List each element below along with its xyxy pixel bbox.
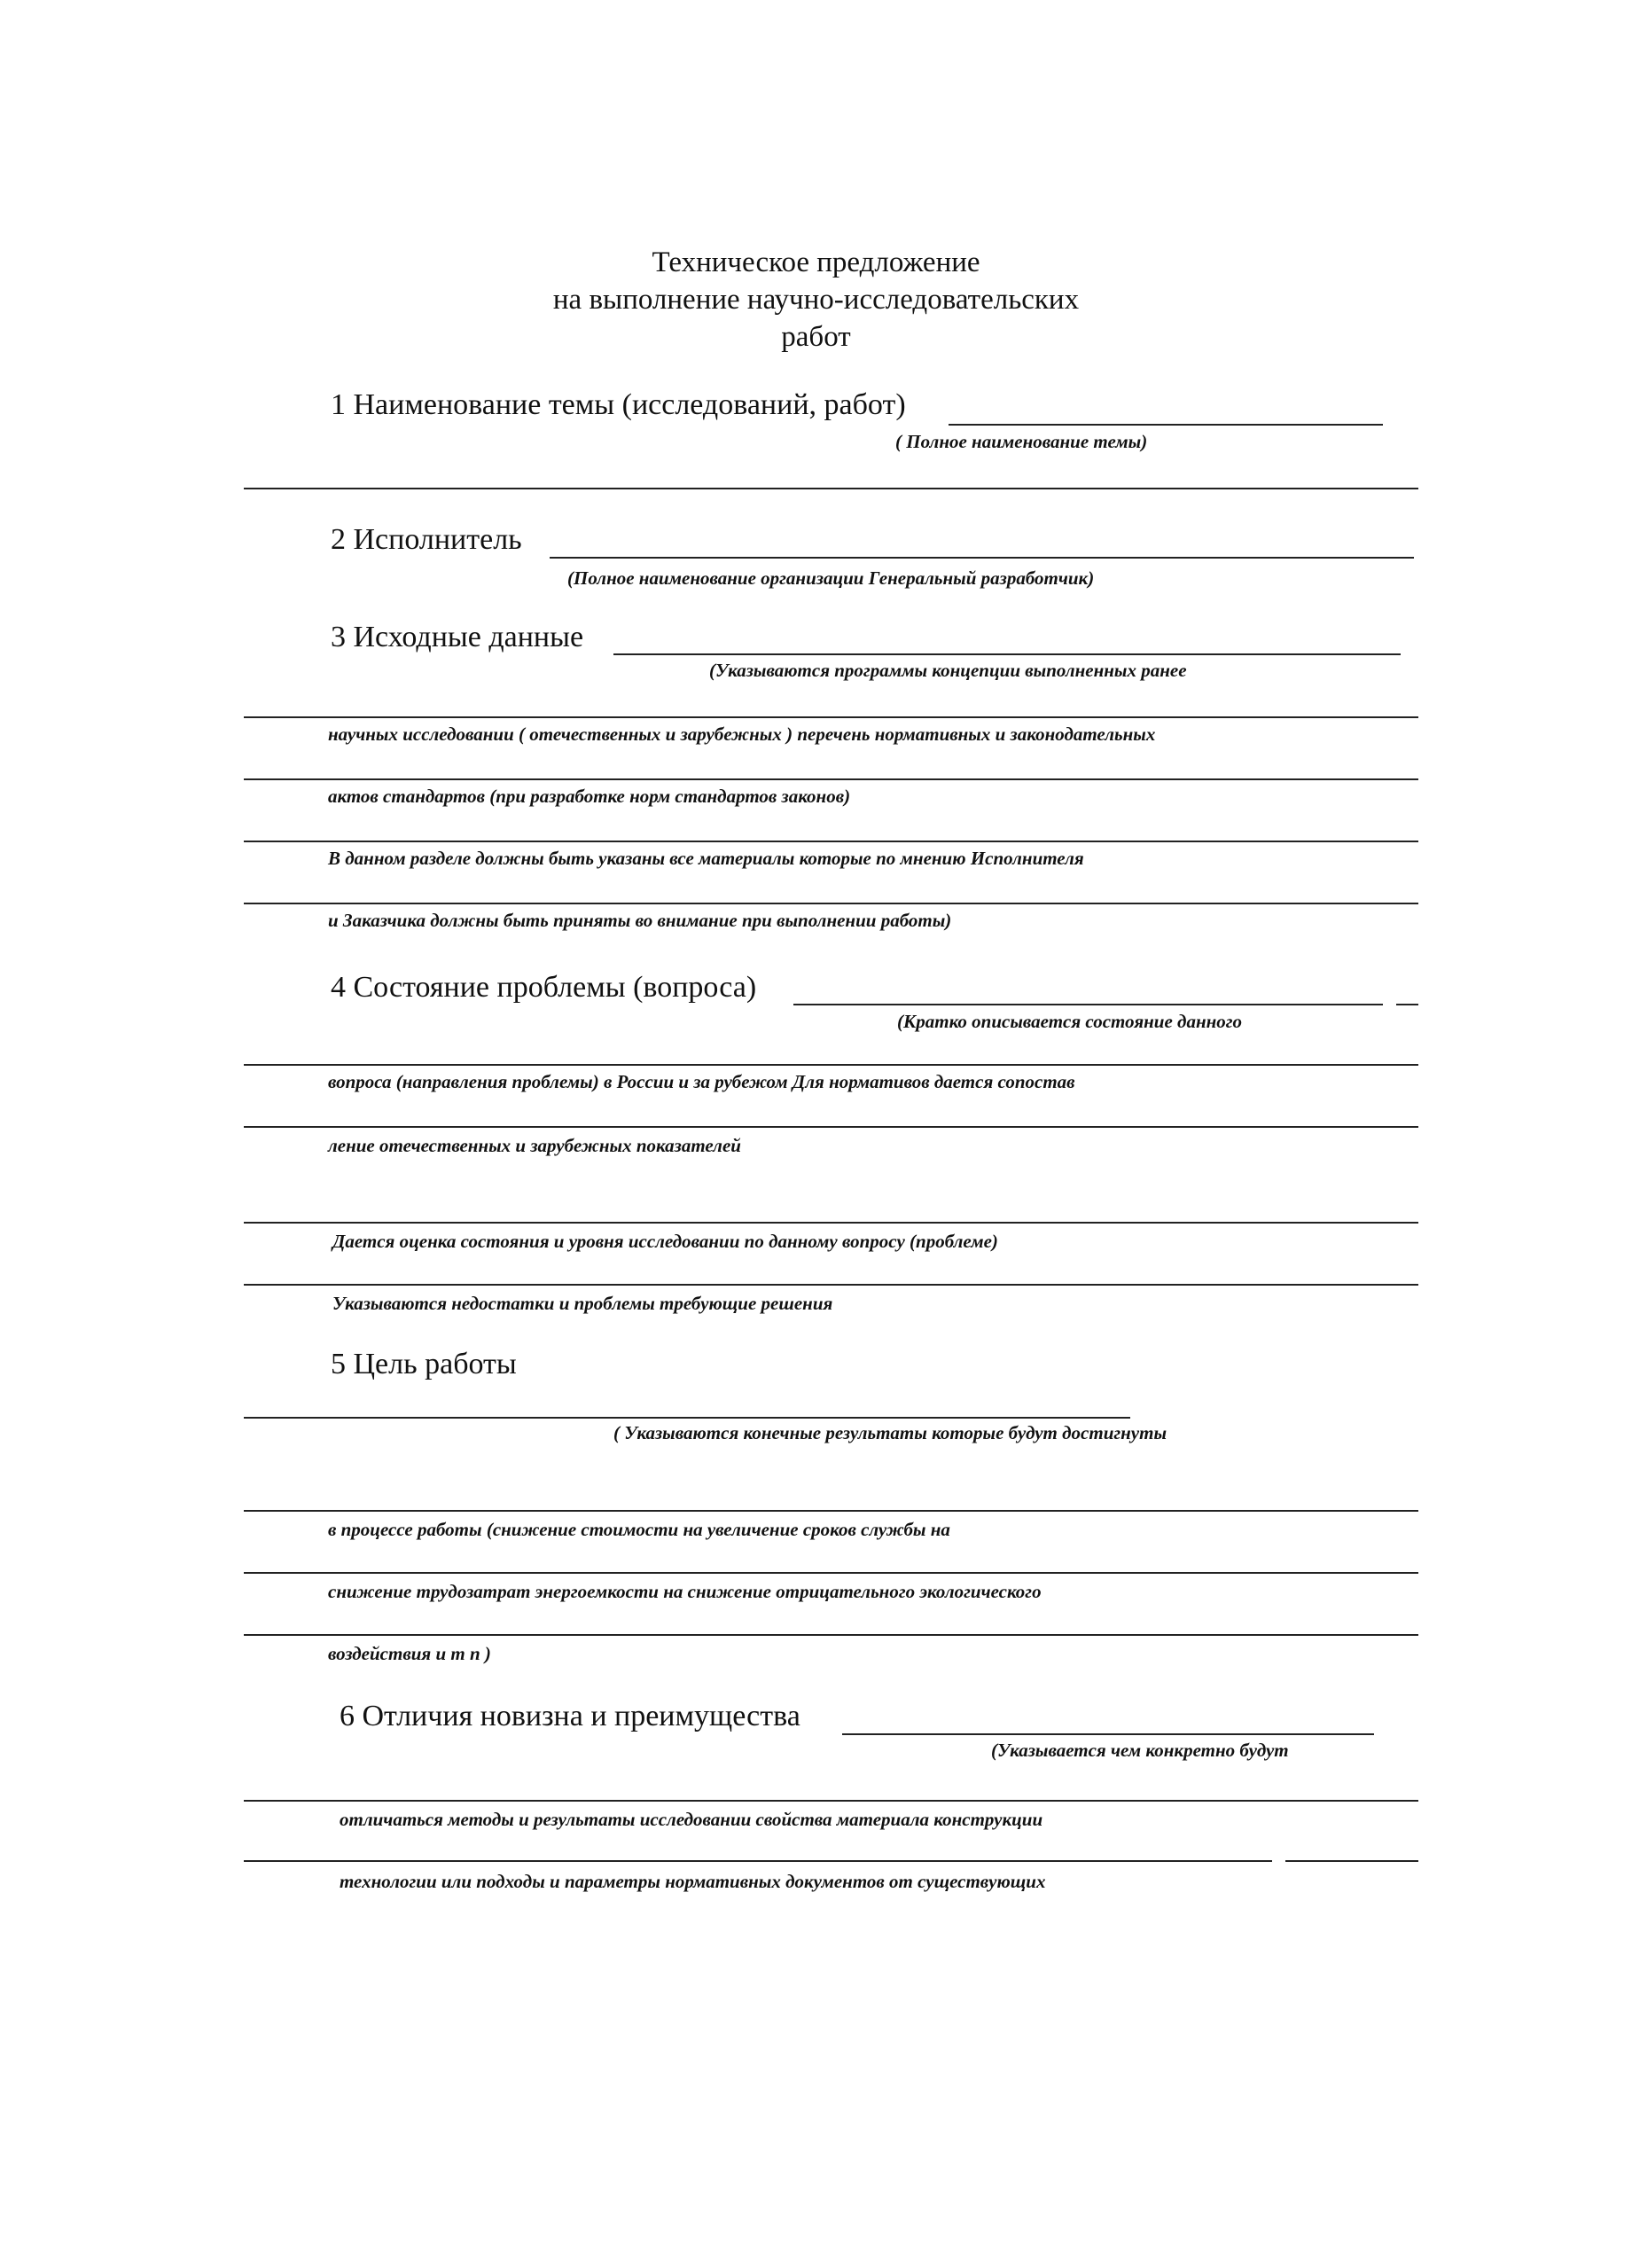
section-5-hint-2: в процессе работы (снижение стоимости на увеличение сроков службы на (328, 1519, 950, 1540)
section-5-line-4[interactable] (244, 1634, 1418, 1636)
section-6-heading: 6 Отличия новизна и преимущества (340, 1700, 800, 1732)
section-5-heading: 5 Цель работы (331, 1348, 517, 1380)
section-4-heading: 4 Состояние проблемы (вопроса) (331, 971, 757, 1004)
section-4-input-line[interactable] (793, 1004, 1383, 1005)
section-3-input-line[interactable] (613, 653, 1401, 655)
section-3-hint-4: В данном разделе должны быть указаны все материалы которые по мнению Исполнителя (328, 848, 1084, 869)
section-4-line-5[interactable] (244, 1284, 1418, 1286)
section-2-hint: (Полное наименование организации Генеральный разработчик) (567, 567, 1095, 589)
section-3-heading: 3 Исходные данные (331, 621, 584, 653)
document-title-line-2: на выполнение научно-исследовательских (552, 284, 1080, 316)
section-3-line-5[interactable] (244, 903, 1418, 904)
section-6-line-2[interactable] (244, 1800, 1418, 1802)
section-6-line-3-tail (1285, 1860, 1418, 1862)
section-3-hint-1: (Указываются программы концепции выполненных ранее (709, 660, 1187, 681)
section-1-input-line[interactable] (949, 424, 1383, 426)
section-5-input-line[interactable] (244, 1417, 1130, 1419)
section-3-hint-3: актов стандартов (при разработке норм стандартов законов) (328, 786, 851, 807)
section-5-hint-3: снижение трудозатрат энергоемкости на снижение отрицательного экологического (328, 1581, 1042, 1602)
section-3-hint-5: и Заказчика должны быть приняты во внимание при выполнении работы) (328, 910, 952, 931)
section-5-line-3[interactable] (244, 1572, 1418, 1574)
section-5-hint-1: ( Указываются конечные результаты которые будут достигнуты (613, 1422, 1167, 1443)
section-4-hint-3: ление отечественных и зарубежных показателей (328, 1135, 741, 1156)
section-2-input-line[interactable] (550, 557, 1414, 559)
section-6-hint-3: технологии или подходы и параметры нормативных документов от существующих (340, 1871, 1046, 1892)
section-4-hint-5: Указываются недостатки и проблемы требующие решения (332, 1293, 833, 1314)
section-5-line-2[interactable] (244, 1510, 1418, 1512)
document-title-line-1: Техническое предложение (652, 246, 980, 278)
section-4-hint-1: (Кратко описывается состояние данного (897, 1011, 1243, 1032)
section-4-hint-2: вопроса (направления проблемы) в России и за рубежом Для нормативов дается сопостав (328, 1071, 1075, 1092)
section-4-line-3[interactable] (244, 1126, 1418, 1128)
section-6-line-3[interactable] (244, 1860, 1272, 1862)
section-1-heading: 1 Наименование темы (исследований, работ) (331, 388, 906, 421)
section-6-input-line[interactable] (842, 1733, 1374, 1735)
section-4-line-2[interactable] (244, 1064, 1418, 1066)
document-title-line-3: работ (781, 321, 851, 353)
section-3-line-2[interactable] (244, 716, 1418, 718)
section-1-input-line-2[interactable] (244, 488, 1418, 489)
section-3-hint-2: научных исследовании ( отечественных и зарубежных ) перечень нормативных и законодательных (328, 723, 1156, 745)
section-4-line-4[interactable] (244, 1222, 1418, 1224)
section-5-hint-4: воздействия и т п ) (328, 1643, 491, 1664)
section-4-hint-4: Дается оценка состояния и уровня исследовании по данному вопросу (проблеме) (332, 1231, 998, 1252)
section-6-hint-2: отличаться методы и результаты исследовании свойства материала конструкции (340, 1809, 1043, 1830)
section-1-hint: ( Полное наименование темы) (895, 431, 1148, 452)
section-4-input-line-tail (1396, 1004, 1418, 1005)
section-2-heading: 2 Исполнитель (331, 523, 522, 556)
section-6-hint-1: (Указывается чем конкретно будут (991, 1740, 1289, 1761)
section-3-line-3[interactable] (244, 778, 1418, 780)
section-3-line-4[interactable] (244, 841, 1418, 842)
